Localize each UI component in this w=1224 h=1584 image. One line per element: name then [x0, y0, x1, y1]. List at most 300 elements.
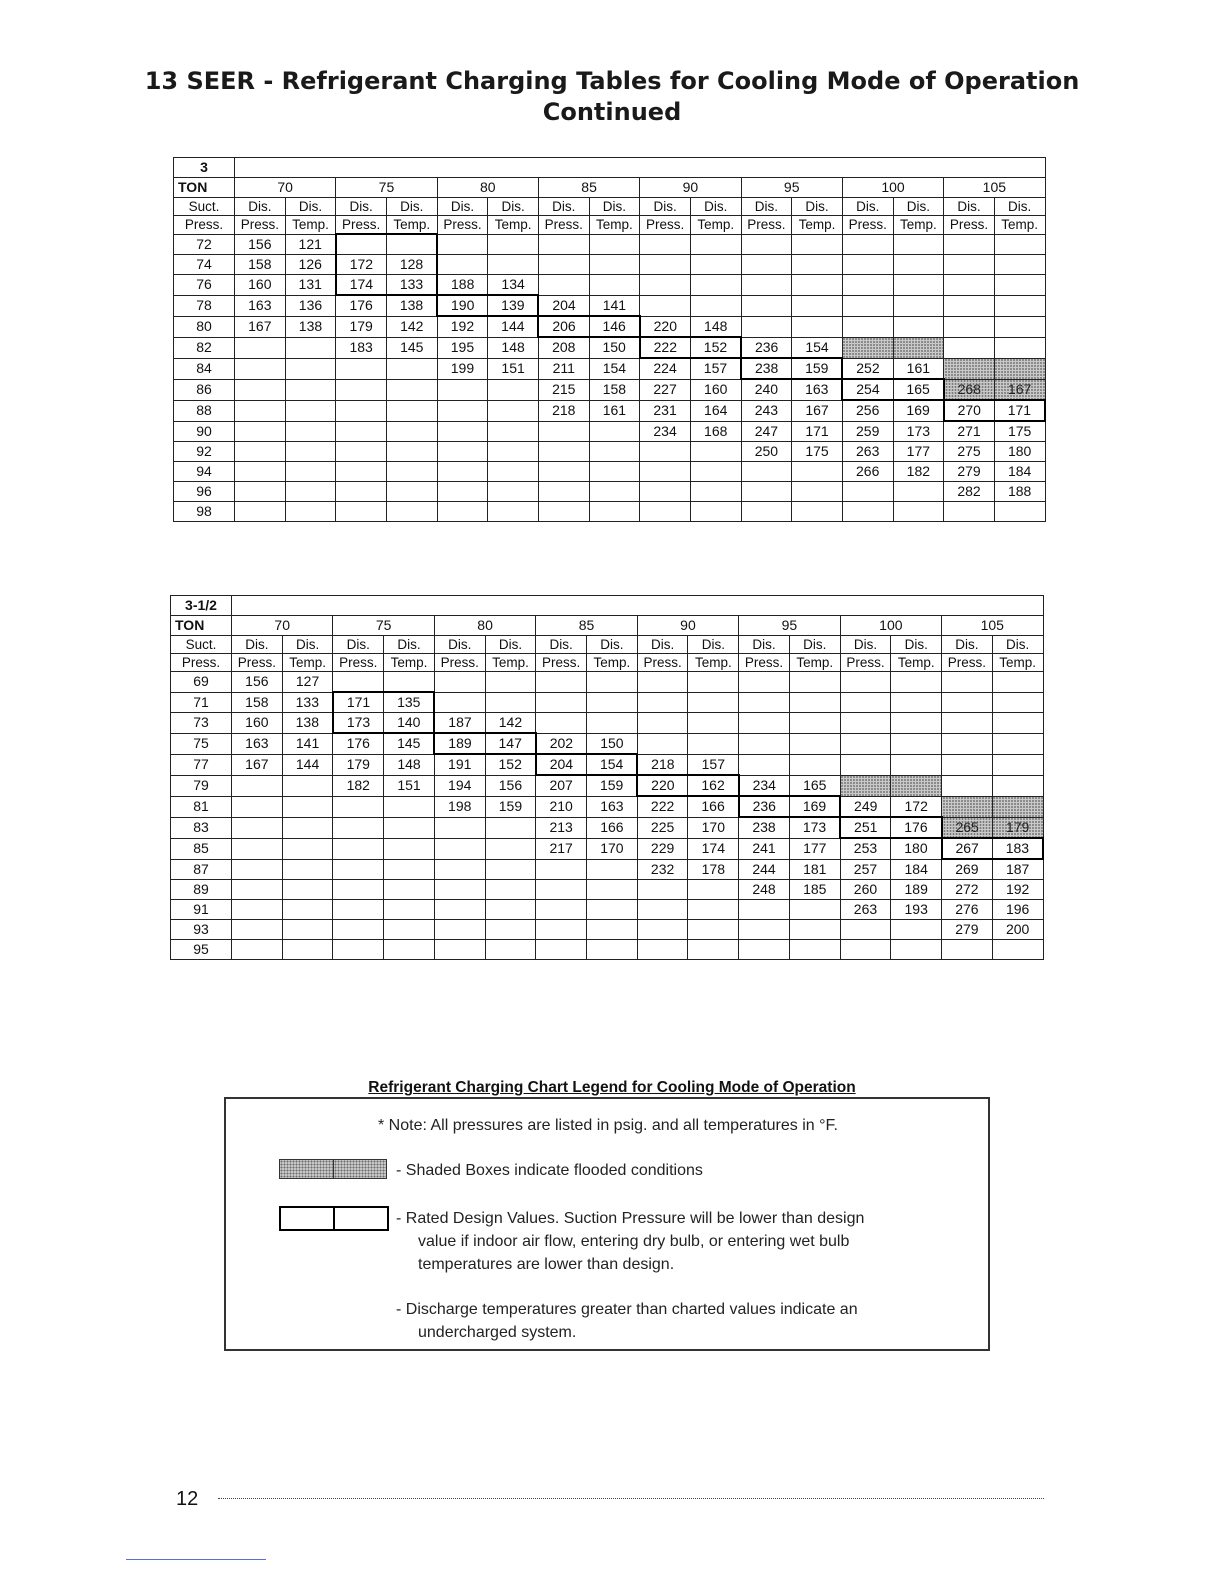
- temperature-header-row: [174, 178, 1046, 198]
- discharge-pressure-cell: [944, 358, 995, 379]
- discharge-pressure-cell: 220: [637, 775, 688, 796]
- discharge-pressure-cell: [336, 379, 387, 400]
- discharge-temp-cell: [690, 234, 741, 255]
- discharge-pressure-cell: [637, 672, 688, 693]
- discharge-temp-cell: [792, 482, 843, 502]
- discharge-header: Dis.: [587, 636, 638, 654]
- discharge-temp-cell: [789, 692, 840, 713]
- discharge-temp-cell: [587, 692, 638, 713]
- discharge-pressure-cell: [741, 316, 792, 337]
- discharge-temp-cell: 134: [488, 275, 539, 296]
- discharge-pressure-cell: 160: [232, 713, 283, 734]
- discharge-pressure-cell: 189: [434, 733, 485, 754]
- subheader-row-bottom: [174, 216, 1046, 235]
- discharge-header: Dis.: [336, 198, 387, 216]
- discharge-header: Dis.: [232, 636, 283, 654]
- discharge-temp-cell: 159: [587, 775, 638, 796]
- discharge-temp-cell: [992, 733, 1043, 754]
- discharge-pressure-cell: 253: [840, 838, 891, 859]
- suction-pressure-cell: 88: [174, 400, 235, 421]
- discharge-temp-cell: [992, 775, 1043, 796]
- discharge-temp-cell: [488, 400, 539, 421]
- discharge-temp-cell: [384, 672, 435, 693]
- table-row: [174, 421, 1046, 442]
- page-title-line1: 13 SEER - Refrigerant Charging Tables for Cooling Mode of Operation: [144, 67, 1080, 95]
- outdoor-temp-header: 90: [637, 616, 738, 636]
- discharge-header: Dis.: [488, 198, 539, 216]
- discharge-temp-cell: [688, 692, 739, 713]
- discharge-pressure-cell: [741, 502, 792, 522]
- discharge-pressure-cell: [333, 920, 384, 940]
- discharge-pressure-cell: 252: [842, 358, 893, 379]
- discharge-pressure-cell: 167: [235, 316, 286, 337]
- discharge-pressure-cell: [434, 692, 485, 713]
- discharge-temp-cell: 188: [994, 482, 1045, 502]
- discharge-pressure-cell: [434, 859, 485, 880]
- discharge-pressure-cell: [741, 255, 792, 275]
- discharge-pressure-cell: 279: [942, 920, 993, 940]
- discharge-pressure-cell: [840, 754, 891, 775]
- discharge-pressure-cell: [536, 713, 587, 734]
- discharge-temp-cell: [994, 316, 1045, 337]
- press-header: Press.: [536, 654, 587, 672]
- suction-pressure-cell: 89: [171, 880, 232, 900]
- page-title: [0, 66, 1224, 128]
- discharge-temp-cell: 133: [386, 275, 437, 296]
- suction-pressure-cell: 87: [171, 859, 232, 880]
- discharge-temp-cell: [285, 482, 336, 502]
- discharge-temp-cell: 152: [690, 337, 741, 358]
- discharge-temp-cell: [488, 255, 539, 275]
- discharge-temp-cell: 200: [992, 920, 1043, 940]
- discharge-temp-cell: [994, 337, 1045, 358]
- discharge-pressure-cell: 163: [235, 295, 286, 316]
- temp-header: Temp.: [994, 216, 1045, 235]
- temp-header: Temp.: [690, 216, 741, 235]
- discharge-pressure-cell: 257: [840, 859, 891, 880]
- press-header: Press.: [235, 216, 286, 235]
- discharge-pressure-cell: [942, 775, 993, 796]
- temp-header: Temp.: [285, 216, 336, 235]
- temp-header: Temp.: [688, 654, 739, 672]
- discharge-temp-cell: 145: [386, 337, 437, 358]
- discharge-header: Dis.: [893, 198, 944, 216]
- discharge-pressure-cell: 224: [640, 358, 691, 379]
- discharge-pressure-cell: [333, 940, 384, 960]
- discharge-temp-cell: [488, 462, 539, 482]
- discharge-temp-cell: [282, 817, 333, 838]
- discharge-temp-cell: [488, 234, 539, 255]
- discharge-temp-cell: 158: [589, 379, 640, 400]
- discharge-pressure-cell: [437, 462, 488, 482]
- discharge-temp-cell: 180: [994, 442, 1045, 462]
- discharge-pressure-cell: [235, 482, 286, 502]
- discharge-temp-cell: 173: [893, 421, 944, 442]
- discharge-temp-cell: [488, 379, 539, 400]
- discharge-pressure-cell: [741, 295, 792, 316]
- discharge-temp-cell: 145: [384, 733, 435, 754]
- discharge-pressure-cell: [942, 713, 993, 734]
- discharge-temp-cell: [386, 482, 437, 502]
- discharge-temp-cell: [891, 920, 942, 940]
- outdoor-temp-header: 95: [741, 178, 842, 198]
- discharge-pressure-cell: [235, 462, 286, 482]
- outdoor-temp-header: 85: [536, 616, 637, 636]
- discharge-pressure-cell: [235, 379, 286, 400]
- discharge-temp-cell: [282, 775, 333, 796]
- discharge-temp-cell: 144: [488, 316, 539, 337]
- discharge-temp-cell: [282, 940, 333, 960]
- outdoor-temp-header: 80: [434, 616, 535, 636]
- suction-pressure-cell: 83: [171, 817, 232, 838]
- subheader-row-top: [174, 198, 1046, 216]
- suction-pressure-cell: 69: [171, 672, 232, 693]
- discharge-pressure-cell: [637, 900, 688, 920]
- discharge-temp-cell: 172: [891, 796, 942, 817]
- discharge-temp-cell: [690, 502, 741, 522]
- discharge-temp-cell: [386, 442, 437, 462]
- discharge-temp-cell: [688, 733, 739, 754]
- discharge-pressure-cell: 263: [842, 442, 893, 462]
- discharge-temp-cell: [384, 920, 435, 940]
- discharge-header: Dis.: [840, 636, 891, 654]
- press-header: Press.: [739, 654, 790, 672]
- discharge-temp-cell: [688, 672, 739, 693]
- discharge-temp-cell: 147: [485, 733, 536, 754]
- discharge-temp-cell: [285, 400, 336, 421]
- discharge-temp-cell: 154: [792, 337, 843, 358]
- discharge-temp-cell: [994, 295, 1045, 316]
- shaded-swatch: [279, 1159, 387, 1179]
- discharge-pressure-cell: 260: [840, 880, 891, 900]
- temp-header: Temp.: [282, 654, 333, 672]
- discharge-pressure-cell: [840, 692, 891, 713]
- tonnage-size: 3-1/2: [171, 596, 232, 616]
- press-header: Press.: [232, 654, 283, 672]
- discharge-pressure-cell: 211: [538, 358, 589, 379]
- discharge-temp-cell: [282, 900, 333, 920]
- outdoor-temp-header: 85: [538, 178, 639, 198]
- discharge-pressure-cell: [536, 900, 587, 920]
- press-header: Press.: [333, 654, 384, 672]
- discharge-temp-cell: [589, 255, 640, 275]
- discharge-pressure-cell: 206: [538, 316, 589, 337]
- outdoor-temp-header: 80: [437, 178, 538, 198]
- discharge-temp-cell: [893, 275, 944, 296]
- discharge-pressure-cell: 251: [840, 817, 891, 838]
- discharge-pressure-cell: [232, 775, 283, 796]
- discharge-temp-cell: [587, 920, 638, 940]
- discharge-pressure-cell: [538, 275, 589, 296]
- legend-rated-text-3: temperatures are lower than design.: [418, 1256, 675, 1273]
- discharge-pressure-cell: [637, 940, 688, 960]
- discharge-pressure-cell: 265: [942, 817, 993, 838]
- suction-pressure-cell: 90: [174, 421, 235, 442]
- discharge-pressure-cell: [944, 295, 995, 316]
- discharge-temp-cell: 168: [690, 421, 741, 442]
- discharge-temp-cell: 165: [789, 775, 840, 796]
- discharge-temp-cell: 156: [485, 775, 536, 796]
- discharge-temp-cell: 159: [485, 796, 536, 817]
- discharge-pressure-cell: [637, 733, 688, 754]
- discharge-pressure-cell: 210: [536, 796, 587, 817]
- discharge-pressure-cell: [538, 502, 589, 522]
- discharge-temp-cell: [285, 337, 336, 358]
- suction-pressure-cell: 77: [171, 754, 232, 775]
- press-header: Press.: [842, 216, 893, 235]
- discharge-temp-cell: [285, 502, 336, 522]
- discharge-temp-cell: 174: [688, 838, 739, 859]
- discharge-pressure-cell: [434, 672, 485, 693]
- discharge-pressure-cell: [336, 482, 387, 502]
- discharge-pressure-cell: [336, 502, 387, 522]
- discharge-pressure-cell: [434, 817, 485, 838]
- discharge-pressure-cell: [840, 920, 891, 940]
- discharge-temp-cell: 182: [893, 462, 944, 482]
- discharge-temp-cell: [589, 442, 640, 462]
- discharge-header: Dis.: [384, 636, 435, 654]
- discharge-pressure-cell: 266: [842, 462, 893, 482]
- discharge-temp-cell: [485, 817, 536, 838]
- press-header: Press.: [637, 654, 688, 672]
- suction-pressure-cell: 98: [174, 502, 235, 522]
- discharge-temp-cell: 154: [587, 754, 638, 775]
- discharge-header: Dis.: [285, 198, 336, 216]
- discharge-pressure-cell: 195: [437, 337, 488, 358]
- discharge-pressure-cell: [333, 838, 384, 859]
- discharge-pressure-cell: [336, 400, 387, 421]
- discharge-temp-cell: 141: [589, 295, 640, 316]
- discharge-temp-cell: [994, 358, 1045, 379]
- table-row: [171, 775, 1044, 796]
- discharge-temp-cell: 157: [688, 754, 739, 775]
- subheader-row-bottom: [171, 654, 1044, 672]
- press-header: Press.: [336, 216, 387, 235]
- discharge-temp-cell: [792, 462, 843, 482]
- suction-pressure-cell: 91: [171, 900, 232, 920]
- discharge-pressure-cell: [536, 940, 587, 960]
- discharge-temp-cell: 144: [282, 754, 333, 775]
- table-row: [174, 358, 1046, 379]
- discharge-pressure-cell: [232, 920, 283, 940]
- discharge-temp-cell: [386, 400, 437, 421]
- discharge-temp-cell: 157: [690, 358, 741, 379]
- discharge-pressure-cell: 156: [235, 234, 286, 255]
- discharge-header: Dis.: [741, 198, 792, 216]
- discharge-temp-cell: 167: [792, 400, 843, 421]
- discharge-temp-cell: [792, 295, 843, 316]
- discharge-pressure-cell: [232, 880, 283, 900]
- discharge-temp-cell: [994, 255, 1045, 275]
- discharge-pressure-cell: [637, 880, 688, 900]
- suction-pressure-cell: 80: [174, 316, 235, 337]
- table-row: [171, 817, 1044, 838]
- table-row: [171, 692, 1044, 713]
- discharge-temp-cell: 183: [992, 838, 1043, 859]
- discharge-temp-cell: [285, 442, 336, 462]
- table-row: [174, 482, 1046, 502]
- discharge-header: Dis.: [538, 198, 589, 216]
- discharge-temp-cell: 159: [792, 358, 843, 379]
- table-row: [174, 295, 1046, 316]
- discharge-pressure-cell: [840, 775, 891, 796]
- discharge-pressure-cell: 176: [336, 295, 387, 316]
- discharge-temp-cell: 163: [587, 796, 638, 817]
- legend-discharge-text-1: - Discharge temperatures greater than charted values indicate an: [396, 1301, 858, 1318]
- discharge-pressure-cell: [739, 940, 790, 960]
- discharge-temp-cell: [992, 713, 1043, 734]
- discharge-pressure-cell: [842, 502, 893, 522]
- legend-shaded-text: - Shaded Boxes indicate flooded conditions: [396, 1162, 703, 1179]
- temp-header: Temp.: [485, 654, 536, 672]
- charging-table-3-5-ton: [170, 595, 1044, 960]
- discharge-pressure-cell: [640, 502, 691, 522]
- discharge-temp-cell: [891, 713, 942, 734]
- discharge-pressure-cell: [842, 337, 893, 358]
- discharge-temp-cell: 193: [891, 900, 942, 920]
- table-row: [171, 733, 1044, 754]
- suction-press-header: Press.: [171, 654, 232, 672]
- discharge-temp-cell: 169: [789, 796, 840, 817]
- discharge-pressure-cell: [944, 255, 995, 275]
- discharge-temp-cell: 150: [587, 733, 638, 754]
- discharge-pressure-cell: [741, 462, 792, 482]
- discharge-temp-cell: 140: [384, 713, 435, 734]
- discharge-temp-cell: [789, 920, 840, 940]
- discharge-temp-cell: 148: [384, 754, 435, 775]
- discharge-temp-cell: [488, 421, 539, 442]
- discharge-pressure-cell: [336, 421, 387, 442]
- temp-header: Temp.: [384, 654, 435, 672]
- discharge-header: Dis.: [536, 636, 587, 654]
- discharge-temp-cell: [282, 880, 333, 900]
- discharge-temp-cell: 135: [384, 692, 435, 713]
- discharge-temp-cell: [792, 502, 843, 522]
- table-row: [174, 442, 1046, 462]
- discharge-pressure-cell: 256: [842, 400, 893, 421]
- discharge-temp-cell: [485, 859, 536, 880]
- discharge-temp-cell: 171: [792, 421, 843, 442]
- discharge-pressure-cell: [336, 358, 387, 379]
- suction-pressure-cell: 78: [174, 295, 235, 316]
- discharge-pressure-cell: 173: [333, 713, 384, 734]
- discharge-pressure-cell: [538, 482, 589, 502]
- discharge-temp-cell: [690, 295, 741, 316]
- suction-pressure-cell: 76: [174, 275, 235, 296]
- legend-rated-text-2: value if indoor air flow, entering dry bulb, or entering wet bulb: [418, 1233, 850, 1250]
- discharge-temp-cell: 152: [485, 754, 536, 775]
- discharge-pressure-cell: 232: [637, 859, 688, 880]
- discharge-temp-cell: 162: [688, 775, 739, 796]
- discharge-temp-cell: 196: [992, 900, 1043, 920]
- discharge-temp-cell: [386, 358, 437, 379]
- discharge-temp-cell: 164: [690, 400, 741, 421]
- discharge-pressure-cell: 190: [437, 295, 488, 316]
- discharge-pressure-cell: 222: [637, 796, 688, 817]
- discharge-pressure-cell: 174: [336, 275, 387, 296]
- table-row: [171, 796, 1044, 817]
- discharge-pressure-cell: [842, 316, 893, 337]
- discharge-pressure-cell: 250: [741, 442, 792, 462]
- discharge-temp-cell: [688, 900, 739, 920]
- discharge-temp-cell: [589, 462, 640, 482]
- discharge-temp-cell: [690, 482, 741, 502]
- discharge-pressure-cell: 194: [434, 775, 485, 796]
- discharge-pressure-cell: [333, 817, 384, 838]
- suction-pressure-cell: 82: [174, 337, 235, 358]
- discharge-pressure-cell: [942, 940, 993, 960]
- discharge-temp-cell: [485, 838, 536, 859]
- discharge-temp-cell: 170: [688, 817, 739, 838]
- discharge-pressure-cell: [640, 462, 691, 482]
- discharge-pressure-cell: 227: [640, 379, 691, 400]
- header-blank: [232, 596, 1044, 616]
- tonnage-size: 3: [174, 158, 235, 178]
- discharge-pressure-cell: [640, 482, 691, 502]
- discharge-pressure-cell: [235, 400, 286, 421]
- discharge-temp-cell: 166: [688, 796, 739, 817]
- discharge-temp-cell: 138: [386, 295, 437, 316]
- discharge-pressure-cell: 213: [536, 817, 587, 838]
- discharge-temp-cell: [891, 775, 942, 796]
- table-row: [171, 713, 1044, 734]
- discharge-pressure-cell: [538, 421, 589, 442]
- discharge-temp-cell: [792, 275, 843, 296]
- discharge-temp-cell: [285, 421, 336, 442]
- discharge-pressure-cell: [333, 859, 384, 880]
- discharge-pressure-cell: [741, 482, 792, 502]
- discharge-pressure-cell: [942, 796, 993, 817]
- discharge-pressure-cell: 238: [741, 358, 792, 379]
- discharge-temp-cell: 175: [994, 421, 1045, 442]
- discharge-temp-cell: [893, 255, 944, 275]
- discharge-header: Dis.: [637, 636, 688, 654]
- discharge-temp-cell: [384, 859, 435, 880]
- discharge-pressure-cell: 207: [536, 775, 587, 796]
- discharge-header: Dis.: [235, 198, 286, 216]
- temp-header: Temp.: [488, 216, 539, 235]
- suction-header: Suct.: [171, 636, 232, 654]
- tonnage-unit: TON: [174, 178, 235, 198]
- discharge-temp-cell: [587, 900, 638, 920]
- discharge-temp-cell: 180: [891, 838, 942, 859]
- discharge-header: Dis.: [688, 636, 739, 654]
- discharge-pressure-cell: [232, 859, 283, 880]
- discharge-header: Dis.: [891, 636, 942, 654]
- discharge-pressure-cell: [842, 482, 893, 502]
- discharge-pressure-cell: [640, 275, 691, 296]
- discharge-pressure-cell: 198: [434, 796, 485, 817]
- discharge-temp-cell: [690, 442, 741, 462]
- discharge-header: Dis.: [942, 636, 993, 654]
- discharge-header: Dis.: [386, 198, 437, 216]
- outdoor-temp-header: 70: [232, 616, 333, 636]
- discharge-pressure-cell: 269: [942, 859, 993, 880]
- discharge-pressure-cell: [640, 442, 691, 462]
- discharge-pressure-cell: 254: [842, 379, 893, 400]
- press-header: Press.: [437, 216, 488, 235]
- discharge-temp-cell: [488, 482, 539, 502]
- discharge-pressure-cell: 234: [640, 421, 691, 442]
- discharge-pressure-cell: 183: [336, 337, 387, 358]
- suction-press-header: Press.: [174, 216, 235, 235]
- discharge-temp-cell: 173: [789, 817, 840, 838]
- discharge-pressure-cell: [538, 234, 589, 255]
- temp-header: Temp.: [587, 654, 638, 672]
- discharge-pressure-cell: 199: [437, 358, 488, 379]
- discharge-pressure-cell: [437, 255, 488, 275]
- table-row: [171, 838, 1044, 859]
